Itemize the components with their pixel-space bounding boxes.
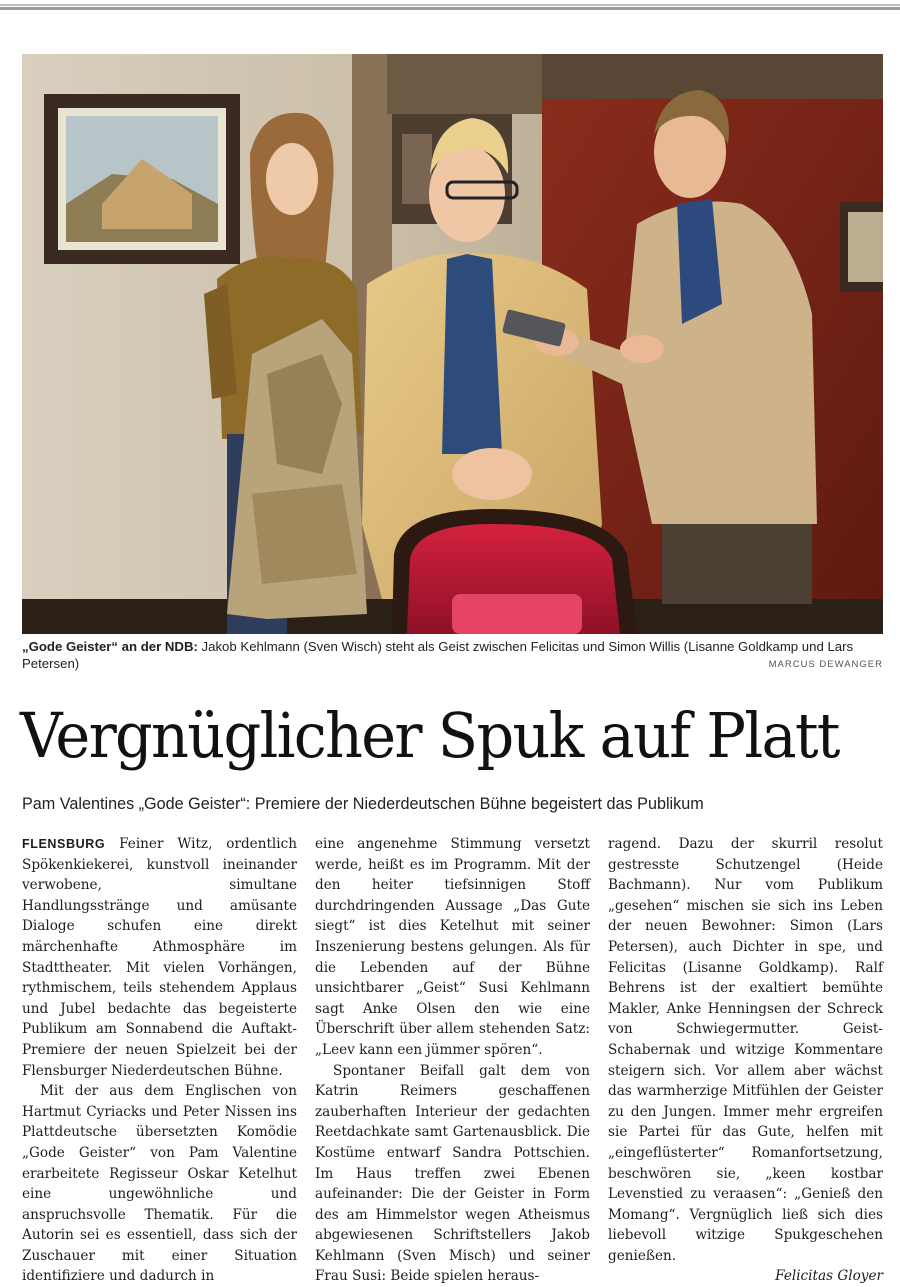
article-column-1: [22, 834, 297, 1287]
subheadline: Pam Valentines „Gode Geister“: Premiere der Niederdeutschen Bühne begeistert das Publikum: [22, 795, 704, 813]
photo-caption: [22, 638, 883, 672]
top-rule: [0, 4, 900, 10]
article-paragraph: Spontaner Beifall galt dem von Katrin Reimers geschaffenen zauberhaften Interieur der gedachten Reetdachkate samt Gartenausblick. Die Kostüme entwarf Sandra Pottschien. Im Haus treffen zwei Ebenen aufeinander: Die der Geister in Form des am Himmelstor wegen Atheismus abgewiesenen Schriftstellers Jakob Kehlmann (Sven Misch) und seiner Frau Susi: Beide spielen heraus-: [315, 1062, 590, 1285]
headline: Vergnüglicher Spuk auf Platt: [20, 699, 839, 772]
photo-credit: MARCUS DEWANGER: [768, 659, 883, 670]
dateline: FLENSBURG: [22, 837, 106, 851]
caption-lead: „Gode Geister“ an der NDB:: [22, 639, 198, 654]
caption-text: Jakob Kehlmann (Sven Wisch) steht als Geist zwischen Felicitas und Simon Willis (Lisanne Goldkamp und Lars Petersen): [22, 639, 854, 671]
article-paragraph: [22, 834, 297, 1081]
author-byline: Felicitas Gloyer: [775, 1268, 883, 1285]
article-column-2: [315, 834, 590, 1287]
article-column-3: [608, 834, 883, 1287]
article-paragraph: Mit der aus dem Englischen von Hartmut Cyriacks und Peter Nissen ins Plattdeutsche übersetzten Komödie „Gode Geister“ von Pam Valentine erarbeitete Regisseur Oskar Ketelhut eine ungewöhnliche und anspruchsvolle Thematik. Für die Autorin sei es essentiell, dass sich der Zuschauer mit einer Situation identifiziere und dadurch in: [22, 1083, 297, 1285]
article-paragraph: ragend. Dazu der skurril resolut gestresste Schutzengel (Heide Bachmann). Nur vom Publikum „gesehen“ mischen sie sich ins Leben der neuen Bewohner: Simon (Lars Petersen), auch Dichter in spe, und Felicitas (Lisanne Goldkamp). Ralf Behrens ist der exaltiert bemühte Makler, Anke Henningsen der Schreck von Schwiegermutter. Geist-Schabernak und witzige Kommentare steigern sich. Vor allem aber wächst das warmherzige Mitfühlen der Geister zu den Jungen. Immer mehr ergreifen sie Partei für das Gute, helfen mit „eingeflüsterter“ Romanfortsetzung, beschwören sie, „keen kostbar Levenstied zu veraasen“: „Genieß den Momang“. Vergnüglich ließ sich dies liebevoll witzige Spukgeschehen genießen.: [608, 836, 883, 1264]
stage-photo-icon: [22, 54, 883, 634]
article-paragraph: eine angenehme Stimmung versetzt werde, heißt es im Programm. Mit der den heiter tiefsinnigen Stoff durchdringenden Aussage „Das Gute siegt“ ist dies Ketelhut mit seiner Inszenierung bestens gelungen. Als für die Lebenden auf der Bühne unsichtbarer „Geist“ Susi Kehlmann sagt Anke Olsen den wie eine Überschrift über allem stehenden Satz: „Leev kann een jümmer spören“.: [315, 836, 590, 1058]
stage-photo: [22, 54, 883, 634]
paragraph-text: Feiner Witz, ordentlich Spökenkiekerei, kunstvoll ineinander verwobene, simultane Handlungsstränge und amüsante Dialoge schufen eine direkt märchenhafte Athmosphäre im Stadttheater. Mit vielen Vorhängen, rythmischem, teils stehendem Applaus und Jubel bedachte das begeisterte Publikum am Sonnabend die Auftakt-Premiere der neuen Spielzeit bei der Flensburger Niederdeutschen Bühne.: [22, 836, 297, 1079]
